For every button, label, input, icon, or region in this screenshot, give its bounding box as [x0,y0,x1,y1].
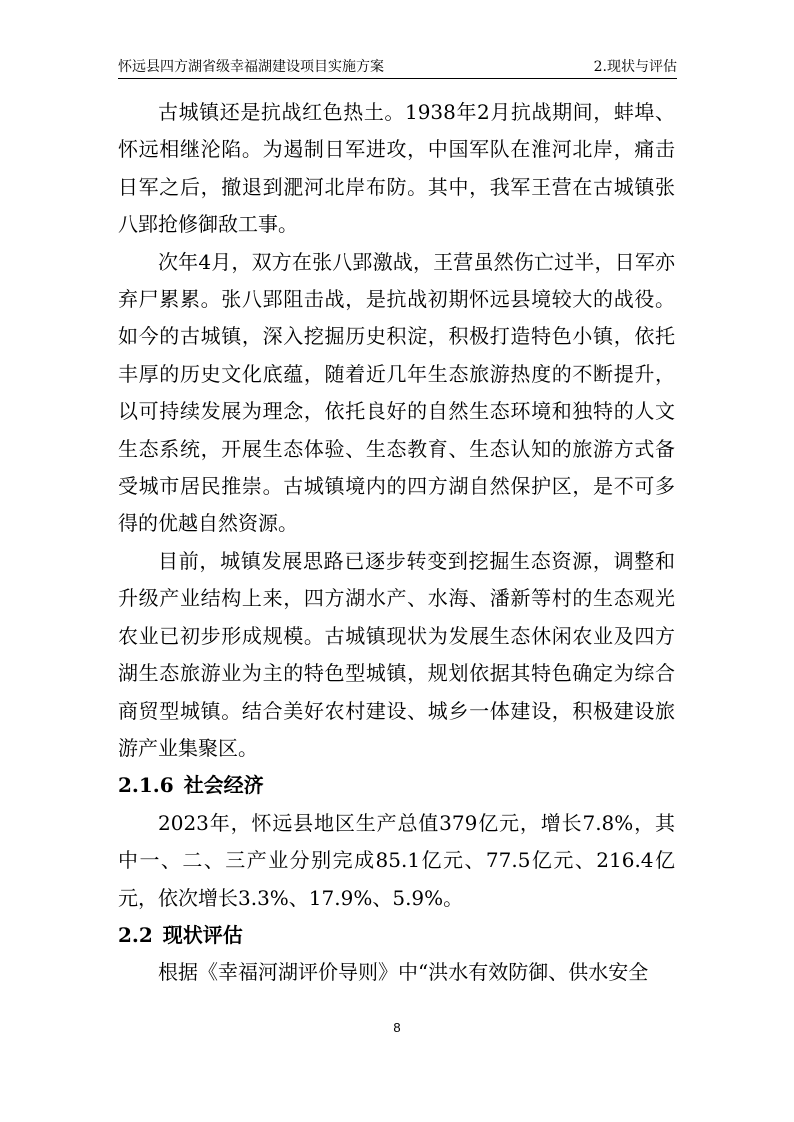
heading-social-economy [118,767,675,804]
header-section: 2.现状与评估 [593,59,677,75]
paragraph-development: 目前，城镇发展思路已逐步转变到挖掘生态资源，调整和升级产业结构上来，四方湖水产、水海、潘新等村的生态观光农业已初步形成规模。古城镇现状为发展生态休闲农业及四方湖生态旅游业为主的特色型城镇，规划依据其特色确定为综合商贸型城镇。结合美好农村建设、城乡一体建设，积极建设旅游产业集聚区。 [118,548,675,760]
page-number: 8 [393,1020,401,1035]
heading-number: 2.2 [118,922,153,947]
heading-title: 社会经济 [183,773,264,798]
heading-status-evaluation [118,917,675,954]
header-doc-title: 怀远县四方湖省级幸福湖建设项目实施方案 [118,59,384,75]
paragraph-red-history: 古城镇还是抗战红色热土。1938年2月抗战期间，蚌埠、怀远相继沦陷。为遏制日军进攻，中国军队在淮河北岸，痛击日军之后，撤退到淝河北岸布防。其中，我军王营在古城镇张八郢抢修御敌工事。 [118,100,675,237]
page-body [118,94,675,992]
paragraph-battle: 次年4月，双方在张八郢激战，王营虽然伤亡过半，日军亦弃尸累累。张八郢阻击战，是抗战初期怀远县境较大的战役。如今的古城镇，深入挖掘历史积淀，积极打造特色小镇，依托丰厚的历史文化底蕴，随着近几年生态旅游热度的不断提升，以可持续发展为理念，依托良好的自然生态环境和独特的人文生态系统，开展生态体验、生态教育、生态认知的旅游方式备受城市居民推崇。古城镇境内的四方湖自然保护区，是不可多得的优越自然资源。 [118,249,675,536]
page-header [118,52,677,79]
paragraph-evaluation: 根据《幸福河湖评价导则》中“洪水有效防御、供水安全 [158,960,649,985]
heading-title: 现状评估 [162,922,243,947]
heading-number: 2.1.6 [118,773,174,798]
paragraph-economy: 2023年，怀远县地区生产总值379亿元，增长7.8%，其中一、二、三产业分别完成85.1亿元、77.5亿元、216.4亿元，依次增长3.3%、17.9%、5.9%。 [118,810,675,910]
